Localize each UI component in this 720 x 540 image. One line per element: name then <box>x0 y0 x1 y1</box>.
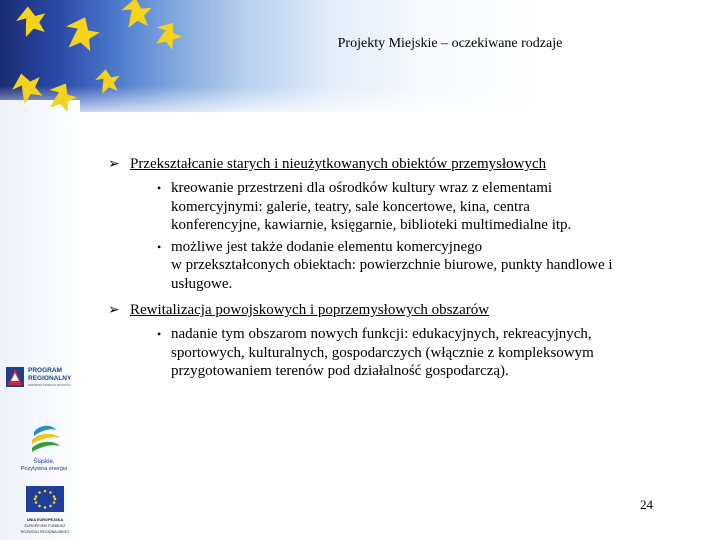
page-number: 24 <box>640 497 653 512</box>
program-regionalny-logo <box>6 355 82 399</box>
list-item <box>157 325 698 381</box>
list-item-line: możliwe jest także dodanie elementu komercyjnego <box>171 238 483 255</box>
bullet-dot-icon: • <box>157 239 162 254</box>
eu-stars-decoration <box>0 0 260 160</box>
list-item-line: konferencyjne, kawiarnie, księgarnie, biblioteki multimedialne itp. <box>171 217 572 233</box>
slaskie-logo <box>6 418 82 474</box>
section-heading-2-text: Rewitalizacja powojskowych i poprzemysłowych obszarów <box>130 302 490 318</box>
list-item-line: usługowe. <box>171 275 233 292</box>
list-item-line: kreowanie przestrzeni dla ośrodków kultury wraz z elementami <box>171 180 553 196</box>
bullet-dot-icon: • <box>157 181 162 195</box>
bullet-dot-icon: • <box>157 327 162 341</box>
slide-content <box>108 155 698 381</box>
list-item <box>157 179 698 235</box>
list-item-line: przygotowaniem terenów pod działalność gospodarczą). <box>171 363 509 379</box>
slaskie-logo-line1: Śląskie. <box>33 459 55 465</box>
eu-logo-line1: UNIA EUROPEJSKA <box>26 518 64 522</box>
slaskie-logo-line2: Pozytywna energia <box>20 466 68 472</box>
list-item-line: sportowych, kulturalnych, gospodarczych (włącznie z kompleksowym <box>171 344 594 361</box>
list-item-line: w przekształconych obiektach: powierzchnie biurowe, punkty handlowe i <box>171 257 613 273</box>
section-heading-1-text: Przekształcanie starych i nieużytkowanych obiektów przemysłowych <box>130 156 547 172</box>
program-logo-line3: NARODOWA STRATEGIA SPÓJNOŚCI <box>28 384 71 387</box>
program-logo-line2: REGIONALNY <box>28 375 72 382</box>
eu-logo-line2: EUROPEJSKI FUNDUSZ <box>24 524 66 528</box>
slide-title: Projekty Miejskie – oczekiwane rodzaje <box>337 36 563 51</box>
section-heading-1 <box>108 155 698 174</box>
eu-logo-line3: ROZWOJU REGIONALNEGO <box>20 530 70 534</box>
program-logo-line1: PROGRAM <box>28 367 62 374</box>
section-heading-2 <box>108 301 698 320</box>
list-item <box>157 238 698 294</box>
list-item-line: komercyjnymi: galerie, teatry, sale koncertowe, kina, centra <box>171 198 530 215</box>
arrow-bullet-icon: ➢ <box>108 303 120 318</box>
left-strip <box>0 100 80 540</box>
arrow-bullet-icon: ➢ <box>108 157 120 172</box>
eu-logo <box>10 482 80 538</box>
list-item-line: nadanie tym obszarom nowych funkcji: edukacyjnych, rekreacyjnych, <box>171 326 592 342</box>
